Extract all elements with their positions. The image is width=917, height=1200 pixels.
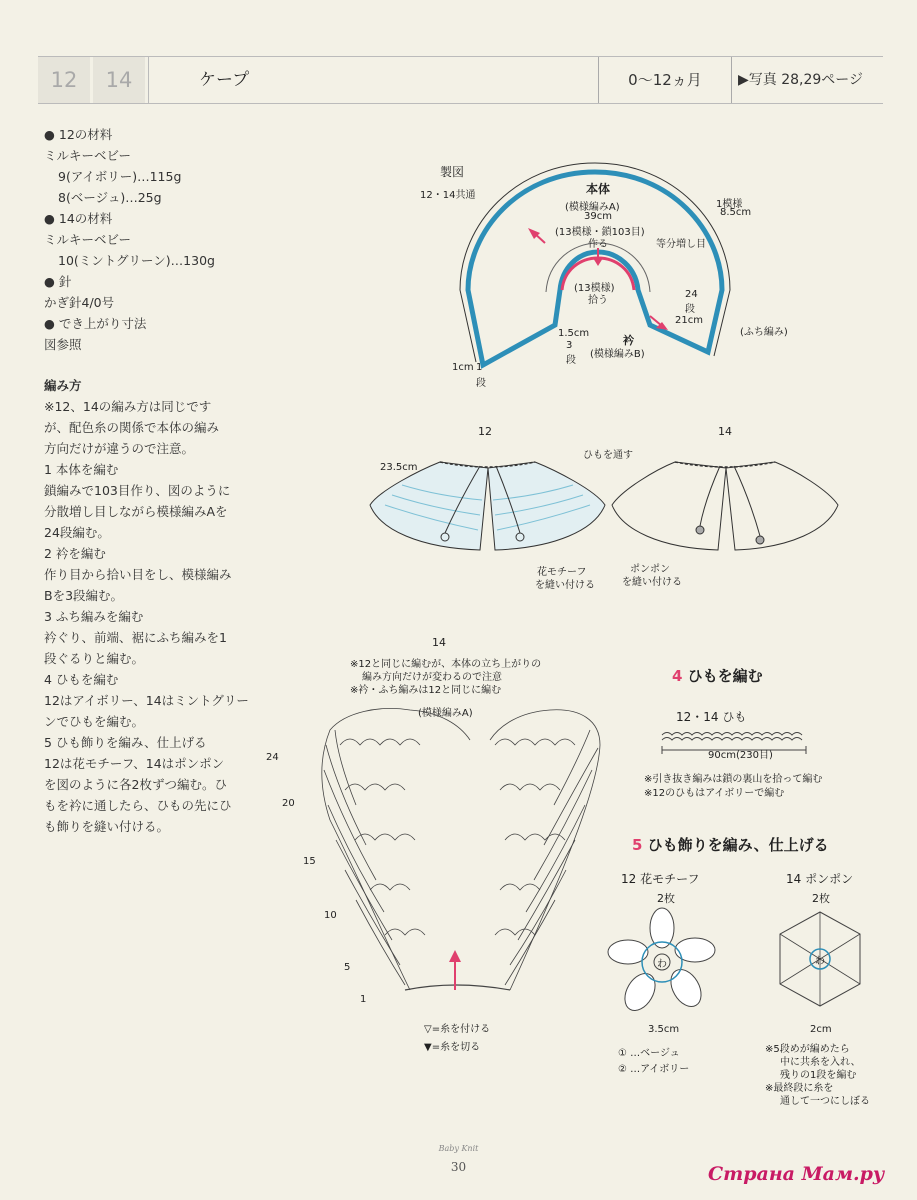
- one-pattern-width: 8.5cm: [720, 207, 752, 218]
- flower-motif-label: 花モチーフ: [537, 567, 587, 578]
- page-header: [38, 56, 883, 104]
- increase-label: 等分増し目: [656, 239, 706, 250]
- materials-14-color-1: 10(ミントグリーン)…130g: [58, 253, 215, 268]
- cape-12-label: 12: [478, 425, 492, 438]
- finished-size: 図参照: [44, 337, 82, 352]
- step-3-line: 段ぐるりと編む。: [44, 651, 145, 666]
- step-1-line: 24段編む。: [44, 525, 110, 540]
- schematic-title: 製図: [440, 165, 465, 179]
- pattern-b-label: (模様編みB): [590, 349, 645, 360]
- decoration-section-title: [632, 834, 829, 855]
- crochet-chart: [290, 700, 610, 1020]
- needle-title: ● 針: [44, 274, 72, 289]
- photo-reference: ▶写真 28,29ページ: [738, 72, 864, 88]
- cord-step-number: 4: [672, 667, 683, 685]
- chart-note-3: ※衿・ふち編みは12と同じに編む: [350, 685, 502, 696]
- height-21cm: 21cm: [675, 315, 703, 326]
- body-label: 本体: [586, 182, 611, 196]
- pompom-count: 2枚: [812, 892, 830, 905]
- make-label: 作る: [588, 239, 608, 250]
- pompom-note-2: 中に共糸を入れ、: [780, 1057, 861, 1068]
- pompom-label: ポンポン: [630, 564, 670, 575]
- row-10-marker: 10: [324, 910, 337, 921]
- finished-capes: [360, 440, 850, 580]
- pattern-a-label: (模様編みA): [565, 202, 620, 213]
- row-24-marker: 24: [266, 752, 279, 763]
- step-5-line: もを衿に通したら、ひもの先にひ: [44, 798, 232, 813]
- materials-12-title: ● 12の材料: [44, 127, 113, 142]
- rows-24: 24: [685, 289, 698, 300]
- decoration-title-text: ひも飾りを編み、仕上げる: [647, 836, 829, 854]
- legend-cut: ▼=糸を切る: [424, 1042, 481, 1053]
- step-5-line: を図のように各2枚ずつ編む。ひ: [44, 777, 227, 792]
- materials-14-yarn: ミルキーベビー: [44, 232, 132, 247]
- materials-and-method: [44, 124, 254, 837]
- pattern-title: ケープ: [199, 70, 250, 90]
- step-2-title: 2 衿を編む: [44, 546, 106, 561]
- step-2-line: Bを3段編む。: [44, 588, 124, 603]
- needle-size: かぎ針4/0号: [44, 295, 115, 310]
- body-width: 39cm: [584, 211, 612, 222]
- collar-height: 1.5cm: [558, 328, 590, 339]
- flower-color-1: ① …ベージュ: [618, 1048, 680, 1059]
- materials-14-title: ● 14の材料: [44, 211, 113, 226]
- materials-12-yarn: ミルキーベビー: [44, 148, 132, 163]
- chart-note-2: 編み方向だけが変わるので注意: [362, 672, 502, 683]
- cape-14-illustration: [612, 462, 838, 550]
- step-5-line: も飾りを縫い付ける。: [44, 819, 170, 834]
- string-through-label: ひもを通す: [583, 450, 633, 461]
- row-15-marker: 15: [303, 856, 316, 867]
- chart-pattern-a-label: (模様編みA): [418, 708, 473, 719]
- one-pattern-label: 1模様: [716, 199, 743, 210]
- chart-14-label: 14: [432, 636, 446, 649]
- method-note-1: ※12、14の編み方は同じです: [44, 399, 212, 414]
- step-3-title: 3 ふち編みを編む: [44, 609, 144, 624]
- step-1-line: 分散増し目しながら模様編みAを: [44, 504, 228, 519]
- cord-section-title: [672, 665, 763, 686]
- row-1-marker: 1: [360, 994, 367, 1005]
- page-number: 30: [450, 1160, 467, 1174]
- edging-label: (ふち編み): [740, 327, 788, 338]
- pompom-note-5: 通して一つにしぼる: [780, 1096, 870, 1107]
- cape-14-label: 14: [718, 425, 732, 438]
- pompom-note-3: 残りの1段を編む: [780, 1070, 857, 1081]
- step-4-line: ンでひもを編む。: [44, 714, 145, 729]
- pickup-patterns: (13模様): [574, 283, 615, 294]
- materials-12-color-2: 8(ベージュ)…25g: [58, 190, 162, 205]
- legend-attach: ▽=糸を付ける: [424, 1024, 491, 1035]
- flower-motif-title: 12 花モチーフ: [621, 872, 700, 886]
- flower-sew-label: を縫い付ける: [535, 580, 595, 591]
- step-5-title: 5 ひも飾りを編み、仕上げる: [44, 735, 207, 750]
- flower-ring-label: わ: [657, 959, 667, 970]
- cord-length: 90cm(230目): [708, 750, 773, 761]
- row-20-marker: 20: [282, 798, 295, 809]
- materials-12-color-1: 9(アイボリー)…115g: [58, 169, 182, 184]
- finished-size-title: ● でき上がり寸法: [44, 316, 147, 331]
- pompom-ring-label: わ: [815, 956, 825, 967]
- flower-width: 3.5cm: [648, 1024, 680, 1035]
- flower-count: 2枚: [657, 892, 675, 905]
- cord-note-1: ※引き抜き編みは鎖の裏山を拾って編む: [644, 774, 823, 785]
- cape-height-label: 23.5cm: [380, 462, 418, 473]
- schematic-common: 12・14共通: [420, 190, 476, 201]
- cord-title-text: ひもを編む: [687, 667, 763, 685]
- flower-color-2: ② …アイボリー: [618, 1064, 690, 1075]
- pompom-width: 2cm: [810, 1024, 832, 1035]
- step-1-title: 1 本体を編む: [44, 462, 119, 477]
- step-4-line: 12はアイボリー、14はミントグリー: [44, 693, 249, 708]
- method-title: 編み方: [44, 378, 82, 393]
- step-3-line: 衿ぐり、前端、裾にふち編みを1: [44, 630, 227, 645]
- method-note-2: が、配色糸の関係で本体の編み: [44, 420, 220, 435]
- method-note-3: 方向だけが違うので注意。: [44, 441, 195, 456]
- pompom-sew-label: を縫い付ける: [622, 577, 682, 588]
- pompom-note-4: ※最終段に糸を: [765, 1083, 834, 1094]
- pattern-number-12: 12: [38, 57, 90, 103]
- cape-12-illustration: [370, 462, 605, 550]
- step-2-line: 作り目から拾い目をし、模様編み: [44, 567, 232, 582]
- rows-1-unit: 段: [476, 378, 486, 389]
- pattern-number-14: 14: [93, 57, 145, 103]
- rows-3: 3: [566, 340, 573, 351]
- body-width-stitches: (13模様・鎖103目): [555, 227, 645, 238]
- pickup-label: 拾う: [588, 295, 608, 306]
- chart-note-1: ※12と同じに編むが、本体の立ち上がりの: [350, 659, 542, 670]
- edging-width: 1cm: [452, 362, 474, 373]
- collar-label: 衿: [623, 334, 634, 347]
- cord-note-2: ※12のひもはアイボリーで編む: [644, 788, 785, 799]
- watermark: Страна Мам.ру: [708, 1163, 885, 1185]
- cord-label: 12・14 ひも: [676, 710, 747, 724]
- decoration-step-number: 5: [632, 836, 643, 854]
- pompom-note-1: ※5段めが編めたら: [765, 1044, 850, 1055]
- age-range: 0～12ヵ月: [598, 57, 732, 103]
- rows-24-unit: 段: [685, 304, 695, 315]
- step-1-line: 鎖編みで103目作り、図のように: [44, 483, 231, 498]
- book-title: Baby Knit: [438, 1144, 479, 1153]
- rows-1: 1: [476, 362, 483, 373]
- rows-3-unit: 段: [566, 355, 576, 366]
- step-5-line: 12は花モチーフ、14はポンポン: [44, 756, 225, 771]
- step-4-title: 4 ひもを編む: [44, 672, 119, 687]
- row-5-marker: 5: [344, 962, 351, 973]
- pompom-title: 14 ポンポン: [786, 872, 854, 886]
